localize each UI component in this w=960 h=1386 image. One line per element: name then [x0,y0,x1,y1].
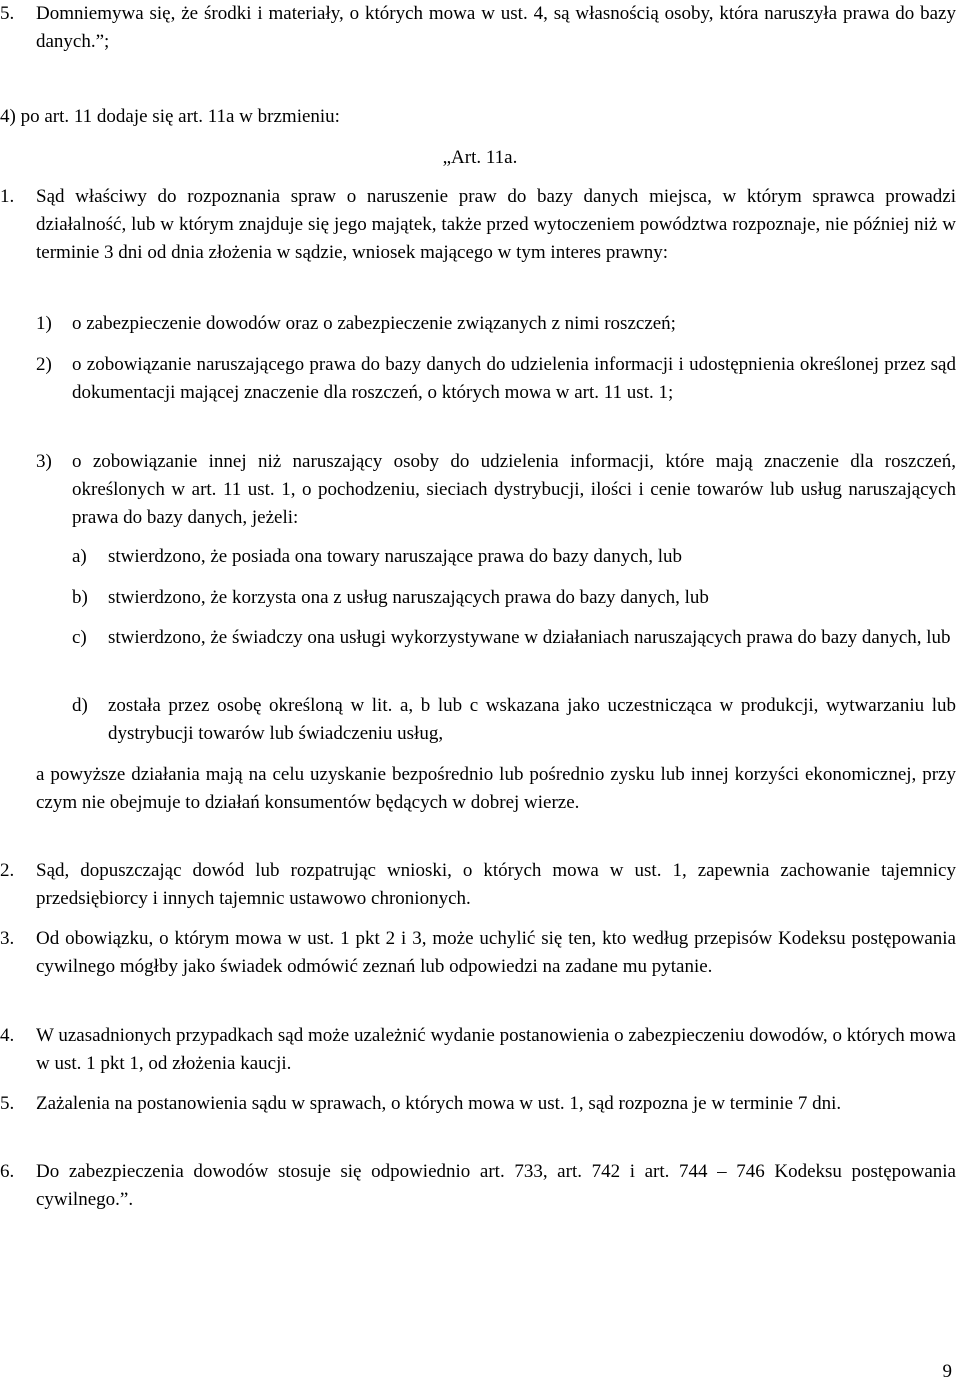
point-text: o zobowiązanie innej niż naruszający osoby do udzielenia informacji, które mają znaczenie dla roszczeń, określonych w art. 11 ust. 1, o pochodzeniu, sieciach dystrybucji, ilości i cenie towarów lub usług naruszających prawa do bazy danych, jeżeli: [72,451,956,528]
letter-marker: c) [72,627,87,648]
paragraph-text: Zażalenia na postanowienia sądu w sprawach, o których mowa w ust. 1, sąd rozpozna je w terminie 7 dni. [36,1093,842,1114]
paragraph-text: Domniemywa się, że środki i materiały, o których mowa w ust. 4, są własnością osoby, która naruszyła prawa do bazy danych.”; [36,3,956,52]
paragraph-number: 2. [0,860,15,881]
paragraph-2 [0,857,956,913]
point-text: o zabezpieczenie dowodów oraz o zabezpieczenie związanych z nimi roszczeń; [72,313,676,334]
point-number: 1) [36,313,52,334]
letter-marker: a) [72,546,87,567]
paragraph-4 [0,1022,956,1078]
paragraph-text: Do zabezpieczenia dowodów stosuje się odpowiednio art. 733, art. 742 i art. 744 – 746 Kodeksu postępowania cywilnego.”. [36,1161,956,1210]
paragraph-number: 4. [0,1025,15,1046]
paragraph-text: W uzasadnionych przypadkach sąd może uzależnić wydanie postanowienia o zabezpieczeniu dowodów, o których mowa w ust. 1 pkt 1, od złożenia kaucji. [36,1025,956,1074]
letter-text: została przez osobę określoną w lit. a, b lub c wskazana jako uczestnicząca w produkcji, wytwarzaniu lub dystrybucji towarów lub świadczeniu usług, [108,695,956,744]
letter-c [72,624,956,652]
paragraph-number: 5. [0,1093,15,1114]
point-number: 3) [36,451,52,472]
paragraph-number: 6. [0,1161,15,1182]
letter-d [72,692,956,748]
paragraph-5 [0,1090,956,1118]
point-text: o zobowiązanie naruszającego prawa do bazy danych do udzielenia informacji i udostępnienia określonej przez sąd dokumentacji mającej znaczenie dla roszczeń, o których mowa w art. 11 ust. 1; [72,354,956,403]
paragraph-number: 5. [0,3,15,24]
letter-marker: b) [72,587,88,608]
paragraph-6 [0,1158,956,1214]
prev-paragraph-5 [0,0,956,56]
point-3 [36,448,956,532]
paragraph-text: Sąd właściwy do rozpoznania spraw o naruszenie praw do bazy danych miejsca, w którym sprawca prowadzi działalność, lub w którym znajduje się jego majątek, także przed wytoczeniem powództwa rozpoznaje, nie później niż w terminie 3 dni od dnia złożenia w sądzie, wniosek mającego w tym interes prawny: [36,186,956,263]
paragraph-1-closing: a powyższe działania mają na celu uzyskanie bezpośrednio lub pośrednio zysku lub innej korzyści ekonomicznej, przy czym nie obejmuje to działań konsumentów będących w dobrej wierze. [36,764,956,813]
paragraph-number: 3. [0,928,15,949]
paragraph-1 [0,183,956,267]
paragraph-text: Od obowiązku, o którym mowa w ust. 1 pkt 2 i 3, może uchylić się ten, kto według przepisów Kodeksu postępowania cywilnego mógłby jako świadek odmówić zeznań lub odpowiedzi na zadane mu pytanie. [36,928,956,977]
point-number: 2) [36,354,52,375]
letter-a [72,543,956,571]
letter-text: stwierdzono, że korzysta ona z usług naruszających prawa do bazy danych, lub [108,587,709,608]
amendment-intro: 4) po art. 11 dodaje się art. 11a w brzmieniu: [0,106,340,127]
article-heading: „Art. 11a. [442,147,518,168]
point-1 [36,310,956,338]
paragraph-number: 1. [0,186,15,207]
paragraph-text: Sąd, dopuszczając dowód lub rozpatrując wnioski, o których mowa w ust. 1, zapewnia zachowanie tajemnicy przedsiębiorcy i innych tajemnic ustawowo chronionych. [36,860,956,909]
point-2 [36,351,956,407]
letter-marker: d) [72,695,88,716]
letter-text: stwierdzono, że świadczy ona usługi wykorzystywane w działaniach naruszających prawa do bazy danych, lub [108,627,951,648]
page-number: 9 [942,1361,952,1382]
letter-b [72,584,956,612]
paragraph-3 [0,925,956,981]
letter-text: stwierdzono, że posiada ona towary naruszające prawa do bazy danych, lub [108,546,682,567]
